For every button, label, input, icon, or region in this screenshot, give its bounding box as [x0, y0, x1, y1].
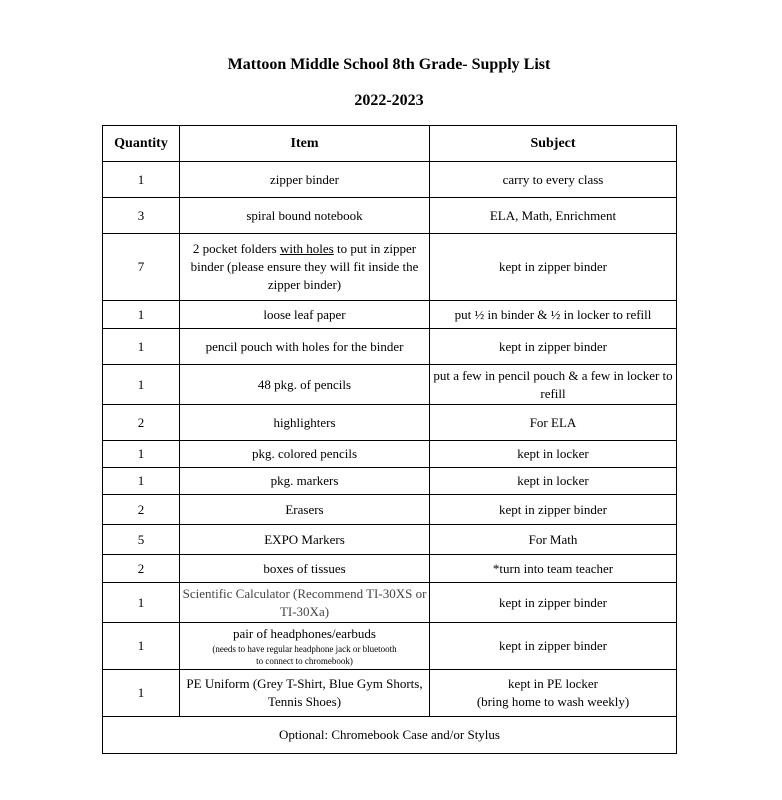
- subject-header: Subject: [430, 126, 677, 162]
- school-year: 2022-2023: [354, 92, 424, 109]
- table-row: [103, 162, 677, 198]
- item-cell: pkg. markers: [180, 468, 430, 495]
- item-cell: pencil pouch with holes for the binder: [180, 329, 430, 365]
- table-row: [103, 329, 677, 365]
- subject-cell: carry to every class: [430, 162, 677, 198]
- quantity-cell: 1: [103, 441, 180, 468]
- table-row: [103, 583, 677, 623]
- subject-cell: kept in locker: [430, 441, 677, 468]
- table-row: [103, 525, 677, 555]
- subject-text: kept in PE locker: [508, 676, 598, 691]
- item-text: pair of headphones/earbuds: [233, 626, 376, 641]
- quantity-cell: 1: [103, 670, 180, 717]
- subject-cell: For Math: [430, 525, 677, 555]
- item-cell: spiral bound notebook: [180, 198, 430, 234]
- subject-cell: put a few in pencil pouch & a few in locker to refill: [430, 365, 677, 405]
- subject-cell: kept in zipper binder: [430, 583, 677, 623]
- item-cell: loose leaf paper: [180, 301, 430, 329]
- subject-cell: put ½ in binder & ½ in locker to refill: [430, 301, 677, 329]
- item-cell: [180, 623, 430, 670]
- subject-cell: kept in zipper binder: [430, 234, 677, 301]
- quantity-cell: 3: [103, 198, 180, 234]
- table-row: [103, 405, 677, 441]
- quantity-cell: 1: [103, 329, 180, 365]
- quantity-cell: 1: [103, 162, 180, 198]
- quantity-cell: 2: [103, 555, 180, 583]
- table-row: [103, 441, 677, 468]
- table-row: [103, 365, 677, 405]
- item-cell: [180, 234, 430, 301]
- subject-cell: [430, 670, 677, 717]
- quantity-cell: 7: [103, 234, 180, 301]
- subject-note: (bring home to wash weekly): [476, 694, 630, 709]
- page-title: Mattoon Middle School 8th Grade- Supply List: [227, 56, 551, 73]
- item-text: 2 pocket folders: [192, 241, 280, 256]
- optional-cell: Optional: Chromebook Case and/or Stylus: [103, 717, 677, 754]
- table-row: [103, 555, 677, 583]
- item-cell: zipper binder: [180, 162, 430, 198]
- item-cell: boxes of tissues: [180, 555, 430, 583]
- item-cell: highlighters: [180, 405, 430, 441]
- item-cell: Erasers: [180, 495, 430, 525]
- item-cell: pkg. colored pencils: [180, 441, 430, 468]
- optional-row: [103, 717, 677, 754]
- item-underlined-text: with holes: [279, 241, 334, 256]
- subject-cell: kept in zipper binder: [430, 495, 677, 525]
- item-cell: PE Uniform (Grey T-Shirt, Blue Gym Shorts, Tennis Shoes): [180, 670, 430, 717]
- item-cell: 48 pkg. of pencils: [180, 365, 430, 405]
- subject-cell: *turn into team teacher: [430, 555, 677, 583]
- subject-cell: kept in zipper binder: [430, 623, 677, 670]
- table-row: [103, 468, 677, 495]
- item-note: to connect to chromebook): [256, 656, 353, 666]
- item-cell: Scientific Calculator (Recommend TI-30XS or TI-30Xa): [180, 583, 430, 623]
- item-text: to put in zipper binder (please ensure they will fit inside the zipper binder): [190, 241, 419, 292]
- quantity-cell: 2: [103, 495, 180, 525]
- quantity-cell: 2: [103, 405, 180, 441]
- quantity-cell: 1: [103, 583, 180, 623]
- subject-cell: kept in locker: [430, 468, 677, 495]
- table-row: [103, 623, 677, 670]
- table-row: [103, 670, 677, 717]
- table-header-row: [103, 126, 677, 162]
- item-note: (needs to have regular headphone jack or bluetooth: [212, 644, 397, 654]
- table-row: [103, 495, 677, 525]
- item-header: Item: [180, 126, 430, 162]
- quantity-cell: 1: [103, 365, 180, 405]
- item-cell: EXPO Markers: [180, 525, 430, 555]
- table-row: [103, 198, 677, 234]
- subject-cell: For ELA: [430, 405, 677, 441]
- table-row: [103, 234, 677, 301]
- quantity-cell: 1: [103, 623, 180, 670]
- supply-table: [102, 125, 677, 754]
- table-row: [103, 301, 677, 329]
- subject-cell: kept in zipper binder: [430, 329, 677, 365]
- quantity-cell: 1: [103, 468, 180, 495]
- quantity-cell: 1: [103, 301, 180, 329]
- quantity-cell: 5: [103, 525, 180, 555]
- subject-cell: ELA, Math, Enrichment: [430, 198, 677, 234]
- quantity-header: Quantity: [103, 126, 180, 162]
